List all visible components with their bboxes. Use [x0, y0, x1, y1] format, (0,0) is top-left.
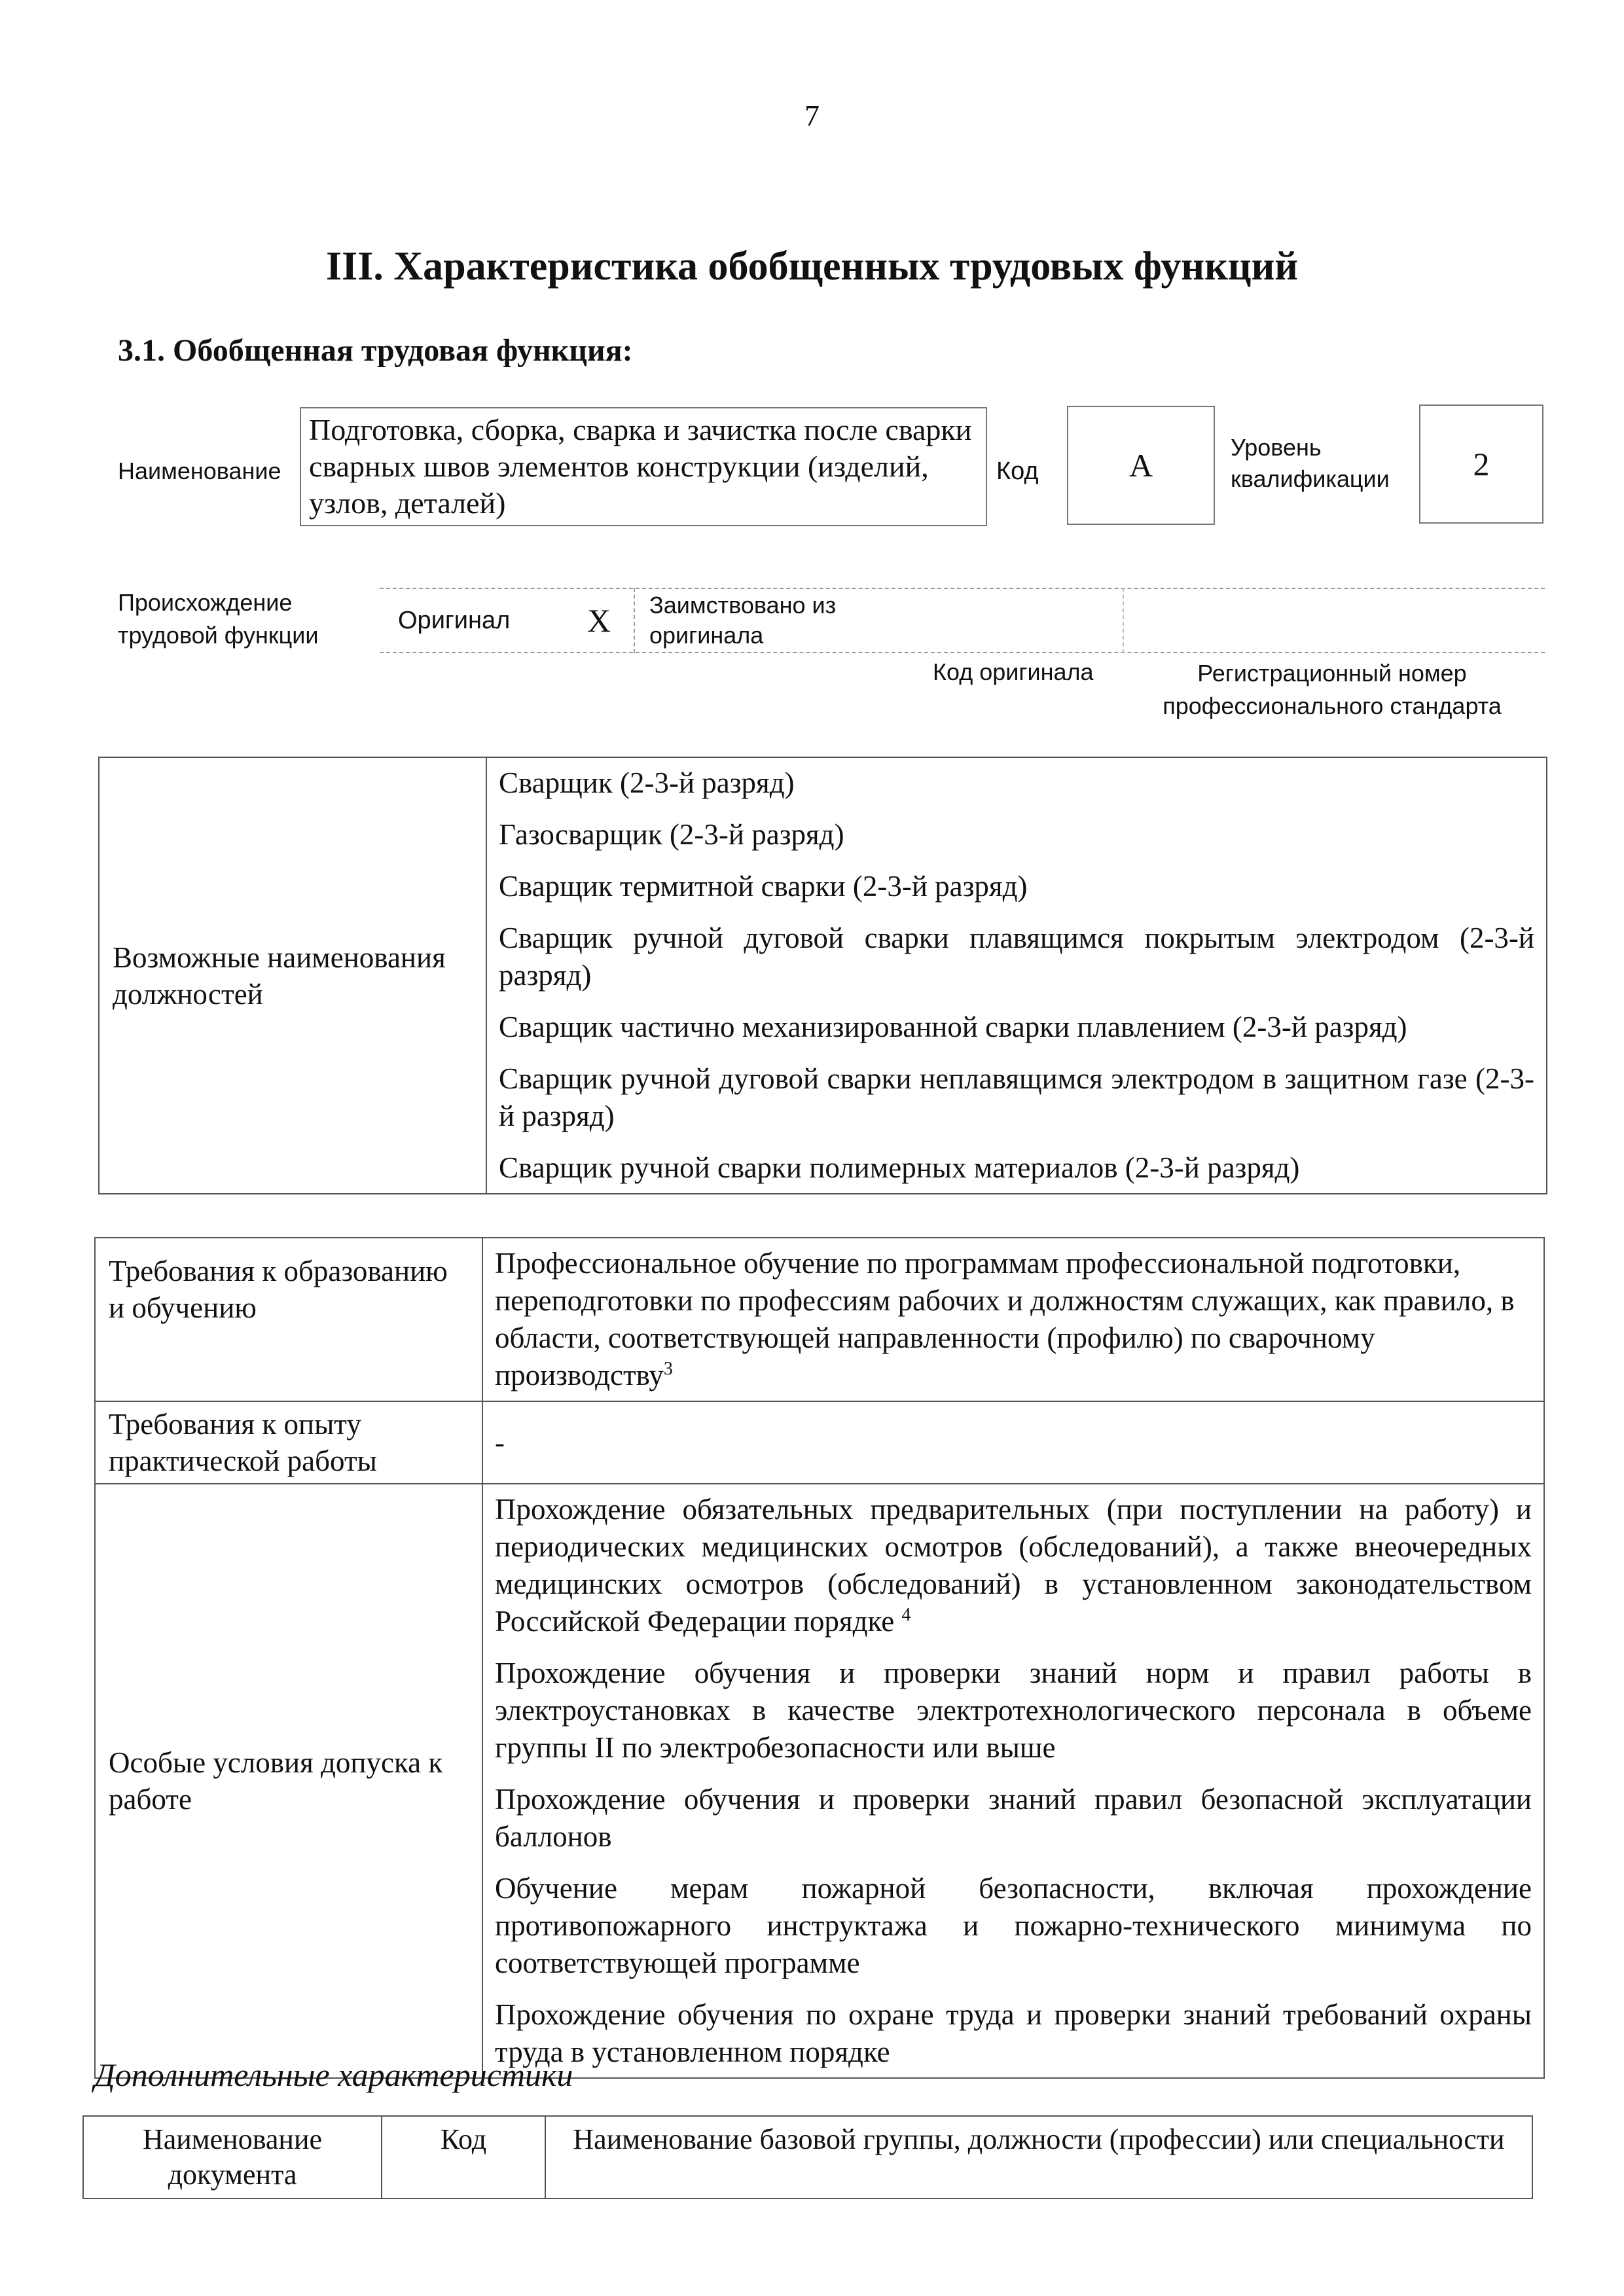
col-code-label: Код: [440, 2123, 487, 2155]
condition-item: Прохождение обязательных предварительных (при поступлении на работу) и периодических медицинских осмотров (обследований), а также внеочередных медицинских осмотров (обследований) в установленном законодательством Российской Федерации порядке: [495, 1493, 1532, 1638]
positions-list-cell: [486, 757, 1547, 1194]
experience-label-cell: [95, 1401, 482, 1484]
position-item: Сварщик ручной сварки полимерных материалов (2-3-й разряд): [499, 1151, 1300, 1184]
subsection-title: 3.1. Обобщенная трудовая функция:: [118, 333, 633, 368]
experience-label: Требования к опыту практической работы: [109, 1408, 377, 1477]
experience-value: -: [495, 1426, 505, 1459]
code-label: Код: [996, 457, 1039, 485]
education-value: Профессиональное обучение по программам профессиональной подготовки, переподготовки по профессиям рабочих и должностям служащих, как правило, в области, соответствующей направленности (профилю) по сварочному производству: [495, 1247, 1515, 1391]
original-mark: Х: [586, 602, 611, 639]
requirements-table: [94, 1237, 1545, 2079]
condition-item: Прохождение обучения по охране труда и проверки знаний требований охраны труда в установленном порядке: [495, 1998, 1532, 2068]
positions-label-cell: [99, 757, 486, 1194]
position-item: Сварщик термитной сварки (2-3-й разряд): [499, 870, 1028, 903]
education-label-cell: [95, 1238, 482, 1401]
page-number: 7: [804, 99, 820, 132]
name-value: Подготовка, сборка, сварка и зачистка после сварки сварных швов элементов конструкции (изделий, узлов, деталей): [309, 413, 972, 520]
level-label: Уровень квалификации: [1231, 434, 1390, 492]
code-value: А: [1067, 406, 1215, 525]
code-original-label: Код оригинала: [933, 658, 1094, 685]
origin-divider-2: [1123, 588, 1124, 653]
condition-item: Прохождение обучения и проверки знаний норм и правил работы в электроустановках в качестве электротехнологического персонала в объеме группы II по электробезопасности или выше: [495, 1657, 1532, 1764]
col-group: [545, 2116, 1532, 2198]
position-item: Сварщик ручной дуговой сварки неплавящимся электродом в защитном газе (2-3-й разряд): [499, 1062, 1534, 1132]
position-item: Сварщик (2-3-й разряд): [499, 766, 795, 799]
education-label: Требования к образованию и обучению: [109, 1255, 448, 1324]
col-document-label: Наименование документа: [142, 2123, 323, 2191]
conditions-list-cell: [482, 1484, 1544, 2078]
position-item: Газосварщик (2-3-й разряд): [499, 818, 844, 851]
name-label: Наименование: [118, 457, 281, 484]
origin-row-frame: [380, 588, 1545, 653]
positions-table: [98, 757, 1547, 1194]
origin-label: Происхождение трудовой функции: [118, 589, 319, 649]
conditions-label-cell: [95, 1484, 482, 2078]
position-item: Сварщик ручной дуговой сварки плавящимся покрытым электродом (2-3-й разряд): [499, 922, 1534, 992]
conditions-label: Особые условия допуска к работе: [109, 1746, 443, 1816]
condition-footnote: 4: [901, 1605, 911, 1625]
additional-title: Дополнительные характеристики: [94, 2056, 573, 2093]
positions-label: Возможные наименования должностей: [113, 941, 446, 1011]
col-code: [382, 2116, 545, 2198]
col-group-label: Наименование базовой группы, должности (профессии) или специальности: [573, 2123, 1505, 2155]
education-footnote: 3: [663, 1359, 673, 1379]
original-label: Оригинал: [398, 606, 511, 634]
name-value-box: [300, 407, 987, 526]
experience-value-cell: [482, 1401, 1544, 1484]
reg-number-label: Регистрационный номер профессионального стандарта: [1163, 660, 1502, 719]
additional-table: [82, 2115, 1533, 2199]
level-value: 2: [1419, 404, 1543, 524]
borrowed-label: Заимствовано из оригинала: [649, 592, 837, 649]
position-item: Сварщик частично механизированной сварки плавлением (2-3-й разряд): [499, 1011, 1407, 1043]
section-title: III. Характеристика обобщенных трудовых функций: [325, 244, 1299, 289]
col-document: [83, 2116, 382, 2198]
origin-divider-1: [634, 588, 635, 653]
condition-item: Прохождение обучения и проверки знаний правил безопасной эксплуатации баллонов: [495, 1783, 1532, 1853]
education-value-cell: [482, 1238, 1544, 1401]
condition-item: Обучение мерам пожарной безопасности, включая прохождение противопожарного инструктажа и пожарно-технического минимума по соответствующей программе: [495, 1872, 1532, 1979]
